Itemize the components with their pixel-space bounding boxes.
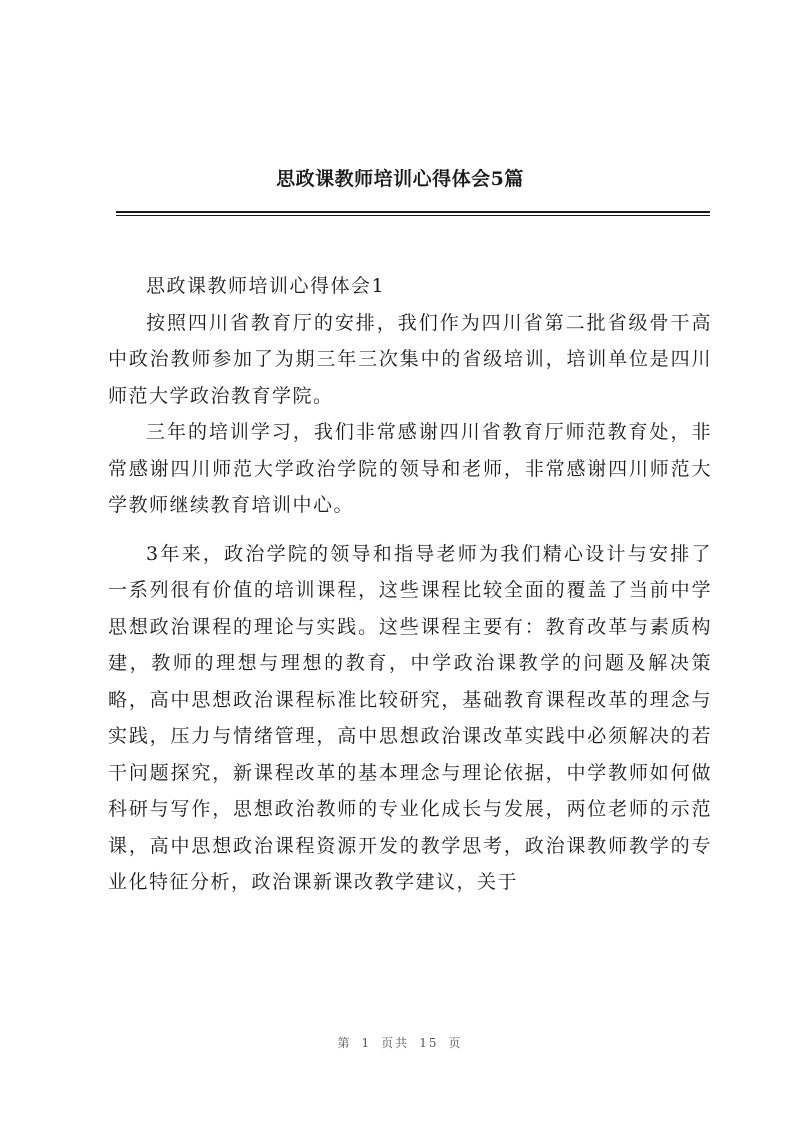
section-heading: 思政课教师培训心得体会1 xyxy=(146,275,386,297)
footer-label-page-unit: 页共 xyxy=(381,1036,410,1050)
paragraph: 三年的培训学习，我们非常感谢四川省教育厅师范教育处，非常感谢四川师范大学政治学院的领导和老师，非常感谢四川师范大学教师继续教育培训中心。 xyxy=(108,421,712,516)
title-underline xyxy=(116,211,710,213)
paragraph: 3年来，政治学院的领导和指导老师为我们精心设计与安排了一系列很有价值的培训课程，这些课程比较全面的覆盖了当前中学思想政治课程的理论与实践。这些课程主要有：教育改革与素质构建，教师的理想与理想的教育，中学政治课教学的问题及解决策略，高中思想政治课程标准比较研究，基础教育课程改革的理念与实践，压力与情绪管理，高中思想政治课改革实践中必须解决的若干问题探究，新课程改革的基本理念与理论依据，中学教师如何做科研与写作，思想政治教师的专业化成长与发展，两位老师的示范课，高中思想政治课程资源开发的教学思考，政治课教师教学的专业化特征分析，政治课新课改教学建议，关于 xyxy=(108,542,712,893)
document-body xyxy=(108,268,712,901)
footer-page-number: 1 xyxy=(361,1036,372,1050)
page-footer xyxy=(0,1034,800,1051)
paragraph: 按照四川省教育厅的安排，我们作为四川省第二批省级骨干高中政治教师参加了为期三年三次集中的省级培训，培训单位是四川师范大学政治教育学院。 xyxy=(108,311,712,407)
document-title: 思政课教师培训心得体会5篇 xyxy=(276,168,524,190)
footer-label-total-unit: 页 xyxy=(448,1036,463,1050)
footer-total-pages: 15 xyxy=(419,1036,439,1050)
title-underline-thin xyxy=(116,215,710,216)
footer-label-page: 第 xyxy=(337,1036,352,1050)
